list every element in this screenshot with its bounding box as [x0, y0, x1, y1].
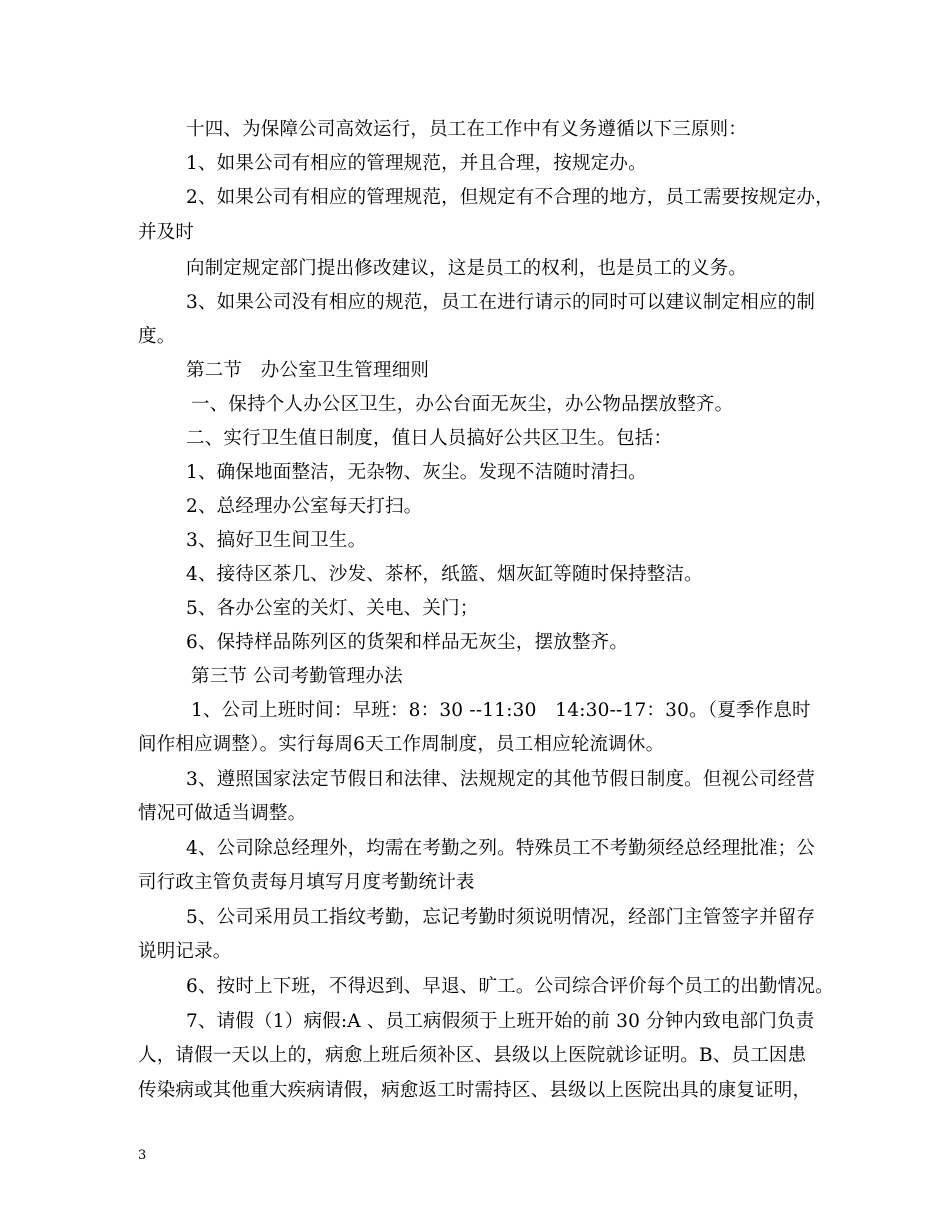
- text-line: 1、公司上班时间：早班：8：30 --11:30 14:30--17：30。（夏季作息时: [191, 700, 811, 721]
- section-heading: 第二节 办公室卫生管理细则: [186, 360, 430, 381]
- text-line: 说明记录。: [138, 941, 232, 962]
- text-line: 度。: [138, 326, 176, 347]
- text-line: 一、保持个人办公区卫生，办公台面无灰尘，办公物品摆放整齐。: [191, 394, 734, 415]
- text-line: 间作相应调整）。实行每周6天工作周制度，员工相应轮流调休。: [138, 734, 665, 755]
- text-line: 向制定规定部门提出修改建议，这是员工的权利，也是员工的义务。: [186, 258, 748, 279]
- section-heading: 第三节 公司考勤管理办法: [191, 666, 403, 687]
- text-line: 7、请假（1）病假:A 、员工病假须于上班开始的前 30 分钟内致电部门负责: [186, 1011, 815, 1032]
- text-line: 5、各办公室的关灯、关电、关门；: [186, 598, 479, 619]
- text-line: 并及时: [138, 222, 195, 243]
- text-line: 5、公司采用员工指纹考勤，忘记考勤时须说明情况，经部门主管签字并留存: [186, 907, 816, 928]
- text-line: 3、遵照国家法定节假日和法律、法规规定的其他节假日制度。但视公司经营: [186, 769, 816, 790]
- text-line: 3、如果公司没有相应的规范，员工在进行请示的同时可以建议制定相应的制: [186, 292, 816, 313]
- text-line: 6、保持样品陈列区的货架和样品无灰尘，摆放整齐。: [186, 632, 629, 653]
- text-line: 传染病或其他重大疾病请假，病愈返工时需持区、县级以上医院出具的康复证明，: [138, 1080, 812, 1101]
- text-line: 十四、为保障公司高效运行，员工在工作中有义务遵循以下三原则：: [186, 119, 748, 140]
- text-line: 司行政主管负责每月填写月度考勤统计表: [138, 872, 475, 893]
- text-line: 二、实行卫生值日制度，值日人员搞好公共区卫生。包括：: [186, 428, 673, 449]
- text-line: 2、总经理办公室每天打扫。: [186, 496, 423, 517]
- text-line: 6、按时上下班，不得迟到、早退、旷工。公司综合评价每个员工的出勤情况。: [186, 976, 834, 997]
- text-line: 1、如果公司有相应的管理规范，并且合理，按规定办。: [186, 153, 647, 174]
- text-line: 3、搞好卫生间卫生。: [186, 530, 367, 551]
- text-line: 人，请假一天以上的，病愈上班后须补区、县级以上医院就诊证明。B、员工因患: [138, 1045, 807, 1066]
- page-number: 3: [138, 1148, 147, 1163]
- text-line: 4、接待区茶几、沙发、茶杯，纸篮、烟灰缸等随时保持整洁。: [186, 564, 703, 585]
- text-line: 情况可做适当调整。: [138, 803, 307, 824]
- text-line: 1、确保地面整洁，无杂物、灰尘。发现不洁随时清扫。: [186, 462, 647, 483]
- text-line: 4、公司除总经理外，均需在考勤之列。特殊员工不考勤须经总经理批准；公: [186, 838, 816, 859]
- text-line: 2、如果公司有相应的管理规范，但规定有不合理的地方，员工需要按规定办，: [186, 187, 834, 208]
